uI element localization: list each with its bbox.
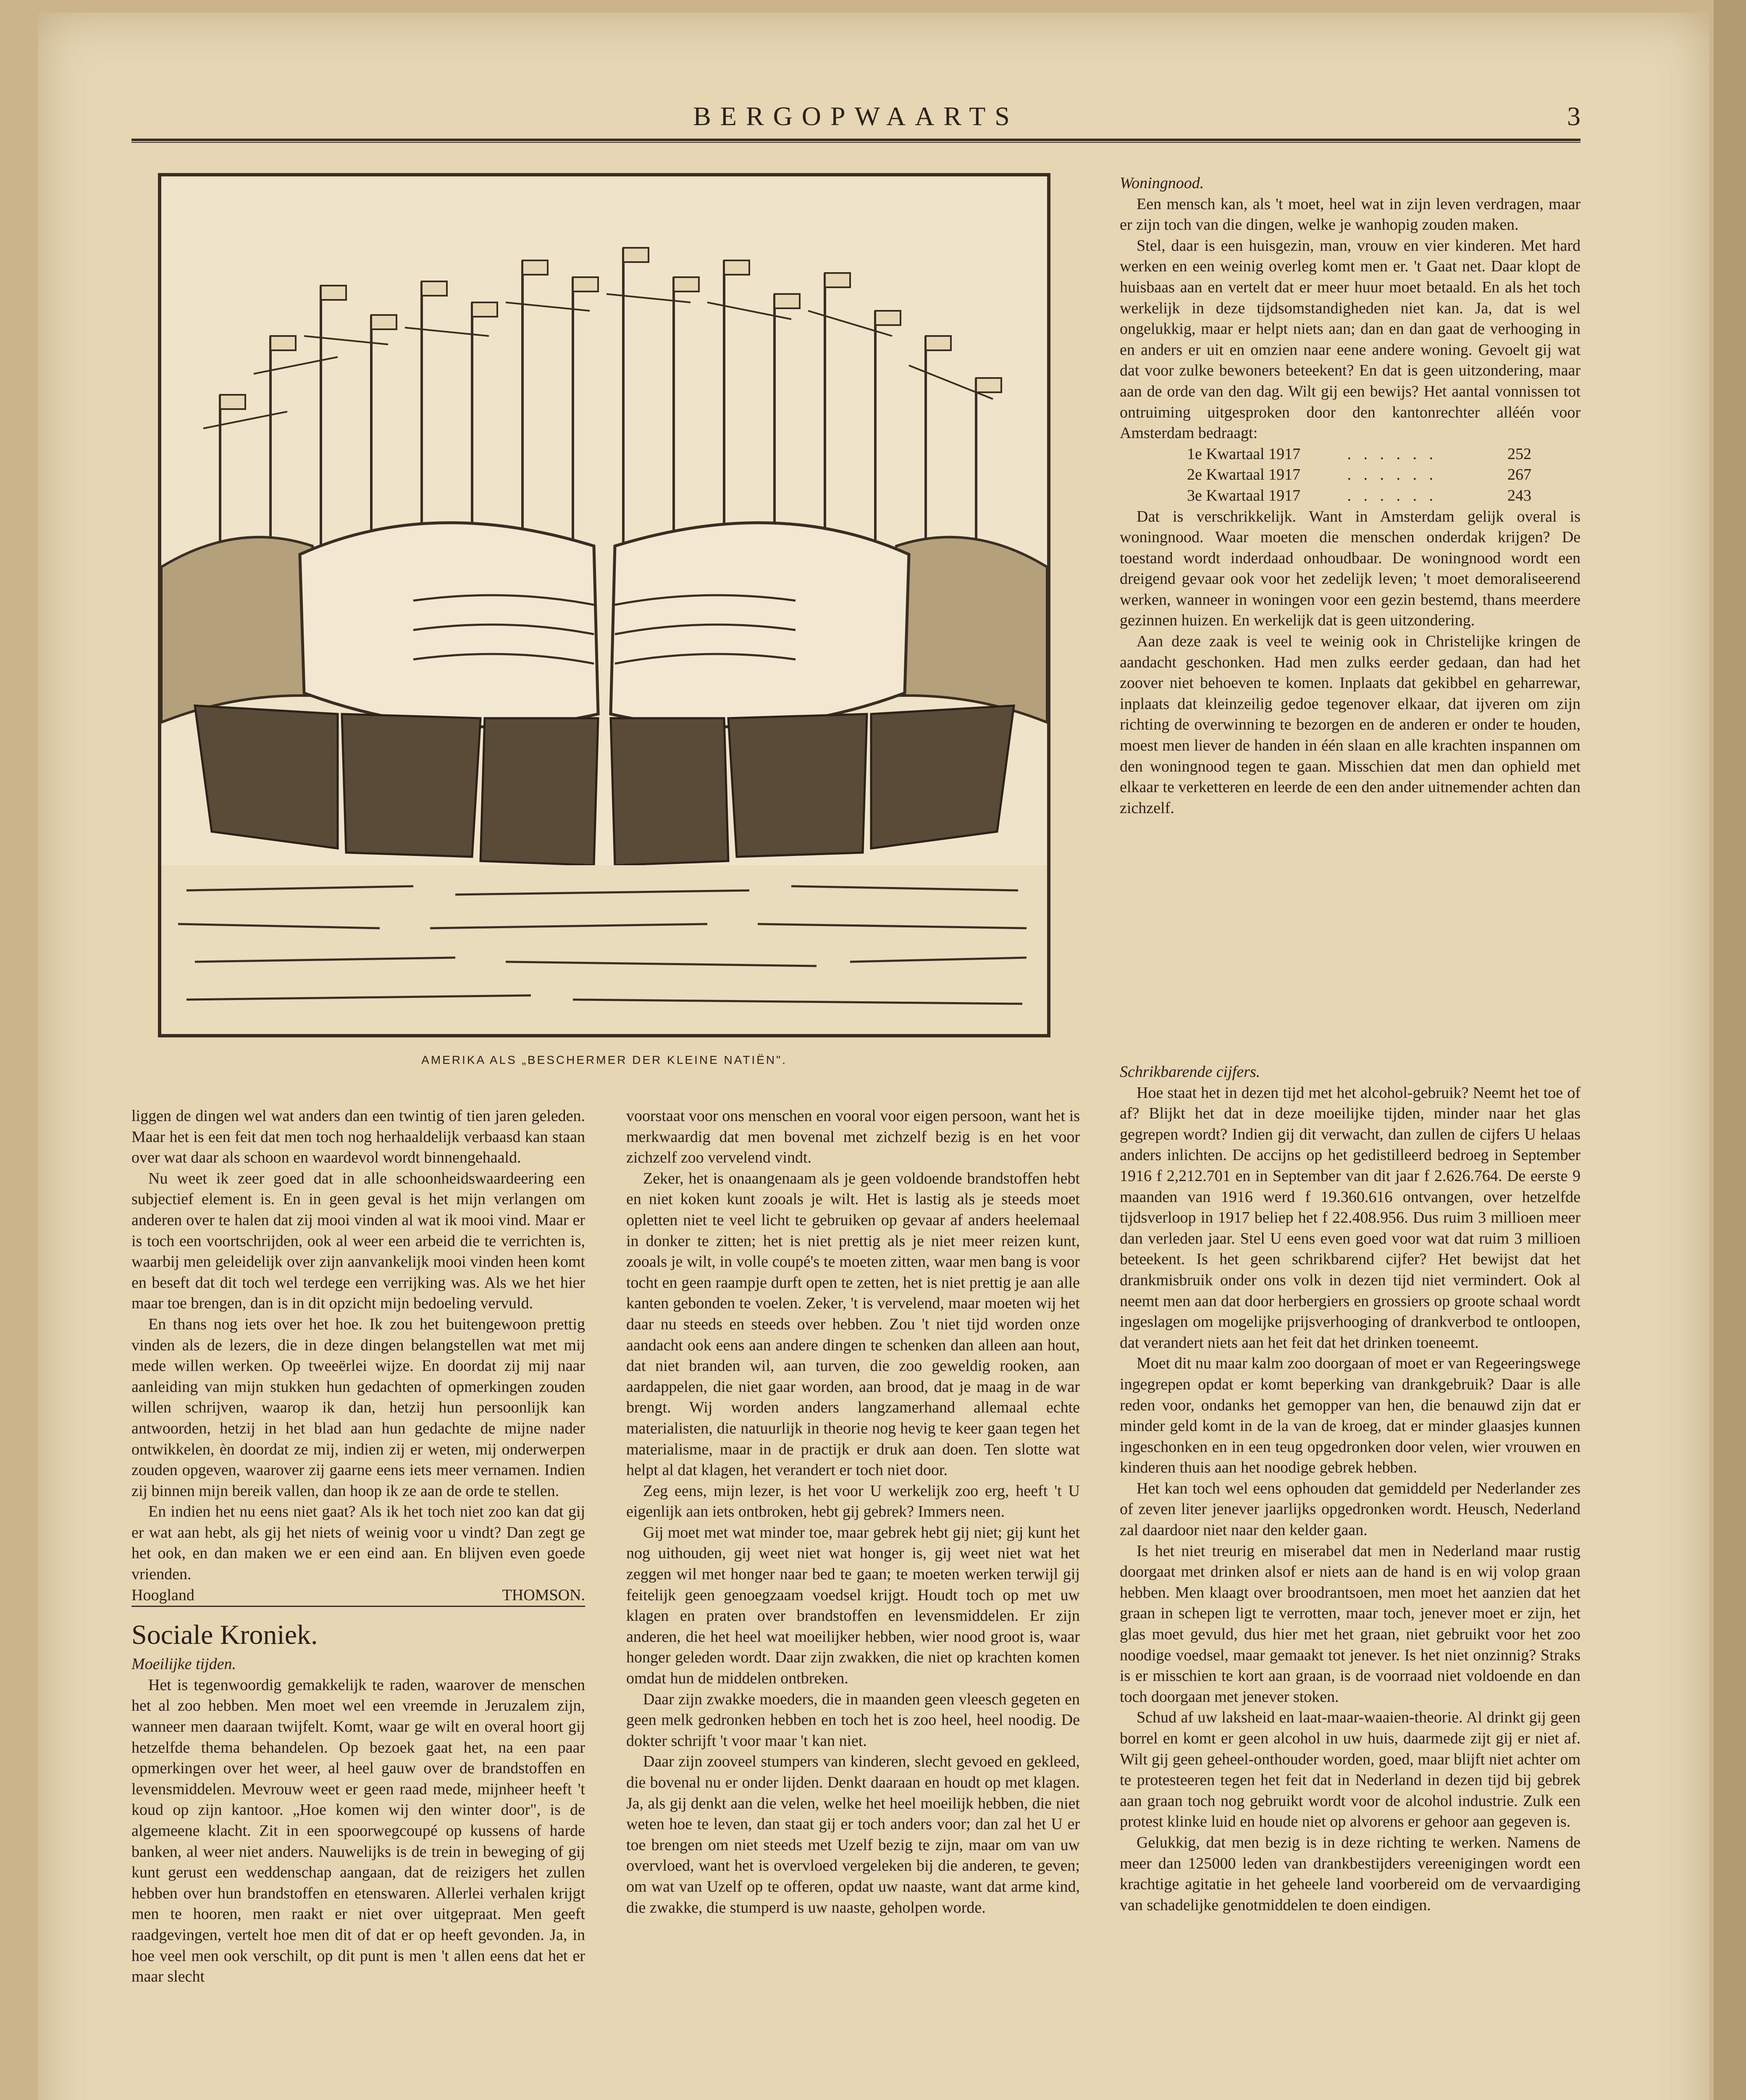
paragraph: Is het niet treurig en miserabel dat men in Nederland maar rustig doorgaat met drinken alsof er niets aan de hand is en wij volop graan hebben. Men klaagt over broodrantsoen, men moet het aanzien dat het graan in schepen ligt te verrotten, maar toch, jenever moet er zijn, het glas moet gevuld, dus hier met het graan, niet gebruikt voor het zoo noodige voedsel, maar gemaakt tot jenever. Is het niet onzinnig? Straks is er misschien te kort aan graan, is de voorraad niet voldoende en dan toch doorgaan met jenever stoken. [1120, 1542, 1581, 1706]
paragraph: Een mensch kan, als 't moet, heel wat in zijn leven verdragen, maar er zijn toch van die dingen, welke je wanhopig zouden maken. [1120, 195, 1581, 234]
stat-dots: . . . . . . [1347, 466, 1437, 484]
column-2 [626, 1106, 1080, 1918]
paragraph: Dat is verschrikkelijk. Want in Amsterdam gelijk overal is woningnood. Waar moeten die menschen onderdak krijgen? De toestand wordt inderdaad onhoudbaar. De woningnood wordt een dreigend gevaar ook voor het zedelijk leven; 't moet demoraliseerend werken, wanneer in woningen voor een gezin bestemd, thans meerdere gezinnen huizen. En werkelijk dat is geen uitzondering. [1120, 507, 1581, 630]
paragraph: Het kan toch wel eens ophouden dat gemiddeld per Nederlander zes of zeven liter jenever jaarlijks opgedronken wordt. Heusch, Nederland zal daardoor niet naar den kelder gaan. [1120, 1479, 1581, 1539]
page-number: 3 [1567, 101, 1581, 131]
paragraph: Aan deze zaak is veel te weinig ook in Christelijke kringen de aandacht geschonken. Had men zulks eerder gedaan, dan had het zoover niet behoeven te komen. Inplaats dat gekibbel en geharrewar, inplaats dat kleinzeilig gedoe tegenover elkaar, dat ijveren om zijn richting de overwinning te bezorgen en de anderen er onder te houden, moest men liever de handen in één slaan en alle krachten inspannen om den woningnood tegen te gaan. Misschien dat men dan ophield met elkaar te verketteren en leerde de een den ander uitnemender achten dan zichzelf. [1120, 633, 1581, 817]
paragraph: Zeg eens, mijn lezer, is het voor U werkelijk zoo erg, heeft 't U eigenlijk aan iets ontbroken, hebt gij gebrek? Immers neen. [626, 1482, 1080, 1521]
paragraph: En thans nog iets over het hoe. Ik zou het buitengewoon prettig vinden als de lezers, die in deze dingen belangstellen wat met mij mede willen werken. Op tweeërlei wijze. En doordat zij mij naar aanleiding van mijn stukken hun gedachten of opmerkingen zouden willen schrijven, waarop ik dan, hetzij hun persoonlijk kan antwoorden, hetzij in het blad aan hun gedachte de mijne nader ontwikkelen, èn doordat ze mij, indien zij er weten, mij onderwerpen zouden opgeven, waarover zij gaarne eens iets meer vernamen. Indien zij binnen mijn bereik vallen, dan hoop ik ze aan de orde te stellen. [131, 1315, 585, 1500]
signature-name: THOMSON. [502, 1586, 585, 1604]
stat-value: 243 [1507, 486, 1531, 504]
paragraph: En indien het nu eens niet gaat? Als ik het toch niet zoo kan dat gij er wat aan hebt, als gij het niets of weinig voor u vindt? Dan zegt ge het ook, en dan maken we er een eind aan. En blijven even goede vrienden. [131, 1503, 585, 1583]
header-rule [131, 142, 1581, 143]
water [161, 865, 1047, 1034]
paragraph: Hoe staat het in dezen tijd met het alcohol-gebruik? Neemt het toe of af? Blijkt het dat in deze moeilijke tijden, minder naar het glas gegrepen wordt? Indien gij dit verwacht, dan zullen de cijfers U helaas anders inlichten. De accijns op het gedistilleerd bedroeg in September 1916 f 2,212.701 en in September van dit jaar f 2.626.764. De eerste 9 maanden van 1916 werd f 19.360.616 ontvangen, over hetzelfde tijdsverloop in 1917 beliep het f 22.408.956. Dus ruim 3 millioen meer dan verleden jaar. Stel U eens even goed voor wat dat ruim 3 millioen beteekent. Is het geen schrikbarend cijfer? Het bewijst dat het drankmisbruik onder ons volk in dezen tijd niet vermindert. Ook al neemt men aan dat door herbergiers en grossiers op groote schaal wordt ingeslagen om mogelijke prijsverhooging of drankverbod te ontloopen, dat verandert niets aan het feit dat het drinken toeneemt. [1120, 1084, 1581, 1352]
paragraph: Zeker, het is onaangenaam als je geen voldoende brandstoffen hebt en niet koken kunt zooals je wilt. Het is lastig als je steeds moet opletten niet te veel licht te gebruiken op gevaar af anders heelemaal in donker te zitten; het is niet prettig als je niet meer reizen kunt, zooals je wilt, in volle coupé's te moeten zitten, waar men bang is voor tocht en geen raampje durft open te zetten, het is niet prettig je aan alle kanten gebonden te voelen. Zeker, 't is vervelend, maar moeten wij het daar nu steeds en steeds over hebben. Zou 't niet tijd worden onze aandacht ook eens aan andere dingen te schenken dan alleen aan hout, dat niet branden wil, aan turven, die zoo geweldig rooken, aan aardappelen, die niet gaar worden, aan brood, dat je maag in de war brengt. Wij worden anders langzamerhand allemaal echte materialisten, die natuurlijk in theorie nog hevig te keer gaan tegen het materialisme, maar in de practijk er druk aan doen. Ten slotte wat helpt al dat klagen, het verandert er toch niet door. [626, 1169, 1080, 1479]
column-3-top [1120, 173, 1581, 819]
stat-value: 252 [1507, 445, 1531, 463]
paragraph: liggen de dingen wel wat anders dan een twintig of tien jaren geleden. Maar het is een feit dat men toch nog herhaaldelijk verbaasd kan staan over wat daar als schoon en waardevol wordt binnengehaald. [131, 1107, 585, 1167]
paragraph: Daar zijn zwakke moeders, die in maanden geen vleesch gegeten en geen melk gedronken hebben en toch het is zoo heel, heel noodig. De dokter schrijft 't voor maar 't kan niet. [626, 1690, 1080, 1750]
right-hand [611, 523, 909, 727]
signature-line [131, 1585, 585, 1607]
section-subtitle: Woningnood. [1120, 174, 1204, 192]
stat-value: 267 [1507, 466, 1531, 484]
section-subtitle: Schrikbarende cijfers. [1120, 1063, 1260, 1081]
paragraph: Moet dit nu maar kalm zoo doorgaan of moet er van Regeeringswege ingegrepen opdat er komt beperking van drankgebruik? Daar is alle reden voor, ondanks het gemopper van hen, die benauwd zijn dat er minder geld komt in de la van de kroeg, dat er minder glaasjes kunnen ingeschonken en in een teug opgedronken door velen, wier vrouwen en kinderen thuis aan het noodige gebrek hebben. [1120, 1354, 1581, 1477]
page-header [131, 101, 1581, 141]
stat-dots: . . . . . . [1347, 486, 1437, 504]
stat-label: 3e Kwartaal 1917 [1187, 486, 1301, 504]
paragraph: Gij moet met wat minder toe, maar gebrek hebt gij niet; gij kunt het nog uithouden, gij weet niet wat honger is, gij weet niet wat het zeggen wil met honger naar bed te gaan; te moeten werken terwijl gij feitelijk geen genoegzaam voedsel krijgt. Houdt toch op met uw klagen en praten over brandstoffen en levensmiddelen. Er zijn anderen, die het heel wat moeilijker hebben, wier nood groot is, waar honger geleden wordt. Daar zijn zwakken, die niet op krachten komen omdat hun de middelen ontbreken. [626, 1523, 1080, 1688]
section-subtitle: Moeilijke tijden. [131, 1655, 236, 1673]
paragraph: Nu weet ik zeer goed dat in alle schoonheidswaardeering een subjectief element is. En in geen geval is het mijn verlangen om anderen over te halen dat zij mooi vinden al wat ik mooi vind. Maar er is toch een voortschrijden, ook al weer een arbeid die te verrichten is, waarbij men geleidelijk over zijn aanvankelijk mooi vinden heen komt en beseft dat dit toch wel terdege een verrijking was. Als we het hier maar toe brengen, dan is in dit opzicht mijn bedoeling vervuld. [131, 1169, 585, 1312]
stat-row [1120, 465, 1531, 486]
paragraph: Stel, daar is een huisgezin, man, vrouw en vier kinderen. Met hard werken en een weinig overleg komt men er. 't Gaat net. Daar klopt de huisbaas aan en vertelt dat er meer huur moet betaald. En als het toch werkelijk in deze tijdsomstandigheden niet kan. Ja, dat is wel ongelukkig, maar er helpt niets aan; dan en dan gaat de verhooging in en anders er uit en omzien naar eene andere woning. Gevoelt gij wat dat voor zulke bewoners beteekent? En dat is geen uitzondering, maar aan de orde van den dag. Wilt gij een bewijs? Het aantal vonnissen tot ontruiming uitgesproken door den kantonrechter alléén voor Amsterdam bedraagt: [1120, 236, 1581, 442]
cartoon-illustration [158, 173, 1050, 1037]
section-title: Sociale Kroniek. [131, 1620, 318, 1651]
left-hand [300, 523, 598, 727]
stat-label: 1e Kwartaal 1917 [1187, 445, 1301, 463]
paragraph: voorstaat voor ons menschen en vooral voor eigen persoon, want het is merkwaardig dat men bovenal met zichzelf bezig is en het voor zichzelf zoo vervelend vindt. [626, 1107, 1080, 1167]
column-3-bottom [1120, 1062, 1581, 1916]
paragraph: Schud af uw laksheid en laat-maar-waaien-theorie. Al drinkt gij geen borrel en komt er geen alcohol in uw huis, daarmede zijt gij er niet af. Wilt gij geen geheel-onthouder worden, goed, maar blijft niet achter om te protesteeren tegen het feit dat in Nederland in dezen tijd bij gebrek aan graan toch nog gebruikt wordt voor de alcohol industrie. Zulk een protest klinke luid en houde niet op alvorens er gehoor aan gegeven is. [1120, 1709, 1581, 1831]
paragraph: Het is tegenwoordig gemakkelijk te raden, waarover de menschen het al zoo hebben. Men moet wel een vreemde in Jeruzalem zijn, wanneer men daaraan twijfelt. Komt, waar ge wilt en overal hoort gij hetzelfde thema behandelen. Op bezoek gaat het, na een paar opmerkingen over het weer, al heel gauw over de brandstoffen en levensmiddelen. Mevrouw weet er geen raad mede, mijnheer heeft 't koud op zijn kantoor. „Hoe komen wij den winter door", is de algemeene klacht. Zit in een spoorwegcoupé op kussens of harde banken, al weer niet anders. Nauwelijks is de trein in beweging of gij kunt gerust een weddenschap aangaan, dat de reizigers het zullen hebben over hun brandstoffen en etenswaren. Allerlei verhalen krijgt men te hooren, men raakt er niet over uitgepraat. Men geeft raadgevingen, vertelt hoe men dit of dat er op heeft gevonden. Ja, in hoe veel men ook verschilt, op dit punt is men 't allen eens dat het er maar slecht [131, 1676, 585, 1986]
page-fold-edge [1714, 0, 1746, 2100]
paragraph: Daar zijn zooveel stumpers van kinderen, slecht gevoed en gekleed, die bovenal nu er onder lijden. Denkt daaraan en houdt op met klagen. Ja, als gij denkt aan die velen, welke het heel moeilijk hebben, die niet weten hoe te leven, dan staat gij er toch anders voor; dan zal het U er toe brengen om niet steeds met Uzelf bezig te zijn, maar om van uw overvloed, want het is overvloed vergeleken bij die anderen, te geven; om wat van Uzelf op te offeren, opdat uw naaste, want dat arme kind, die zwakke, die stumperd is uw naaste, geholpen worde. [626, 1753, 1080, 1916]
stat-dots: . . . . . . [1347, 445, 1437, 463]
cartoon-drawing [161, 176, 1047, 1034]
paragraph: Gelukkig, dat men bezig is in deze richting te werken. Namens de meer dan 125000 leden van drankbestijders vereenigingen wordt een krachtige agitatie in het geheele land voorbereid om de vervaardiging van schadelijke genotmiddelen te doen eindigen. [1120, 1833, 1581, 1914]
stat-row [1120, 444, 1531, 465]
stat-label: 2e Kwartaal 1917 [1187, 466, 1301, 484]
signature-place: Hoogland [131, 1586, 194, 1604]
column-1 [131, 1106, 585, 1987]
illustration-caption: AMERIKA ALS „BESCHERMER DER KLEINE NATIËN". [421, 1053, 787, 1066]
newspaper-title: BERGOPWAARTS [693, 101, 1019, 131]
stat-row [1120, 486, 1531, 507]
